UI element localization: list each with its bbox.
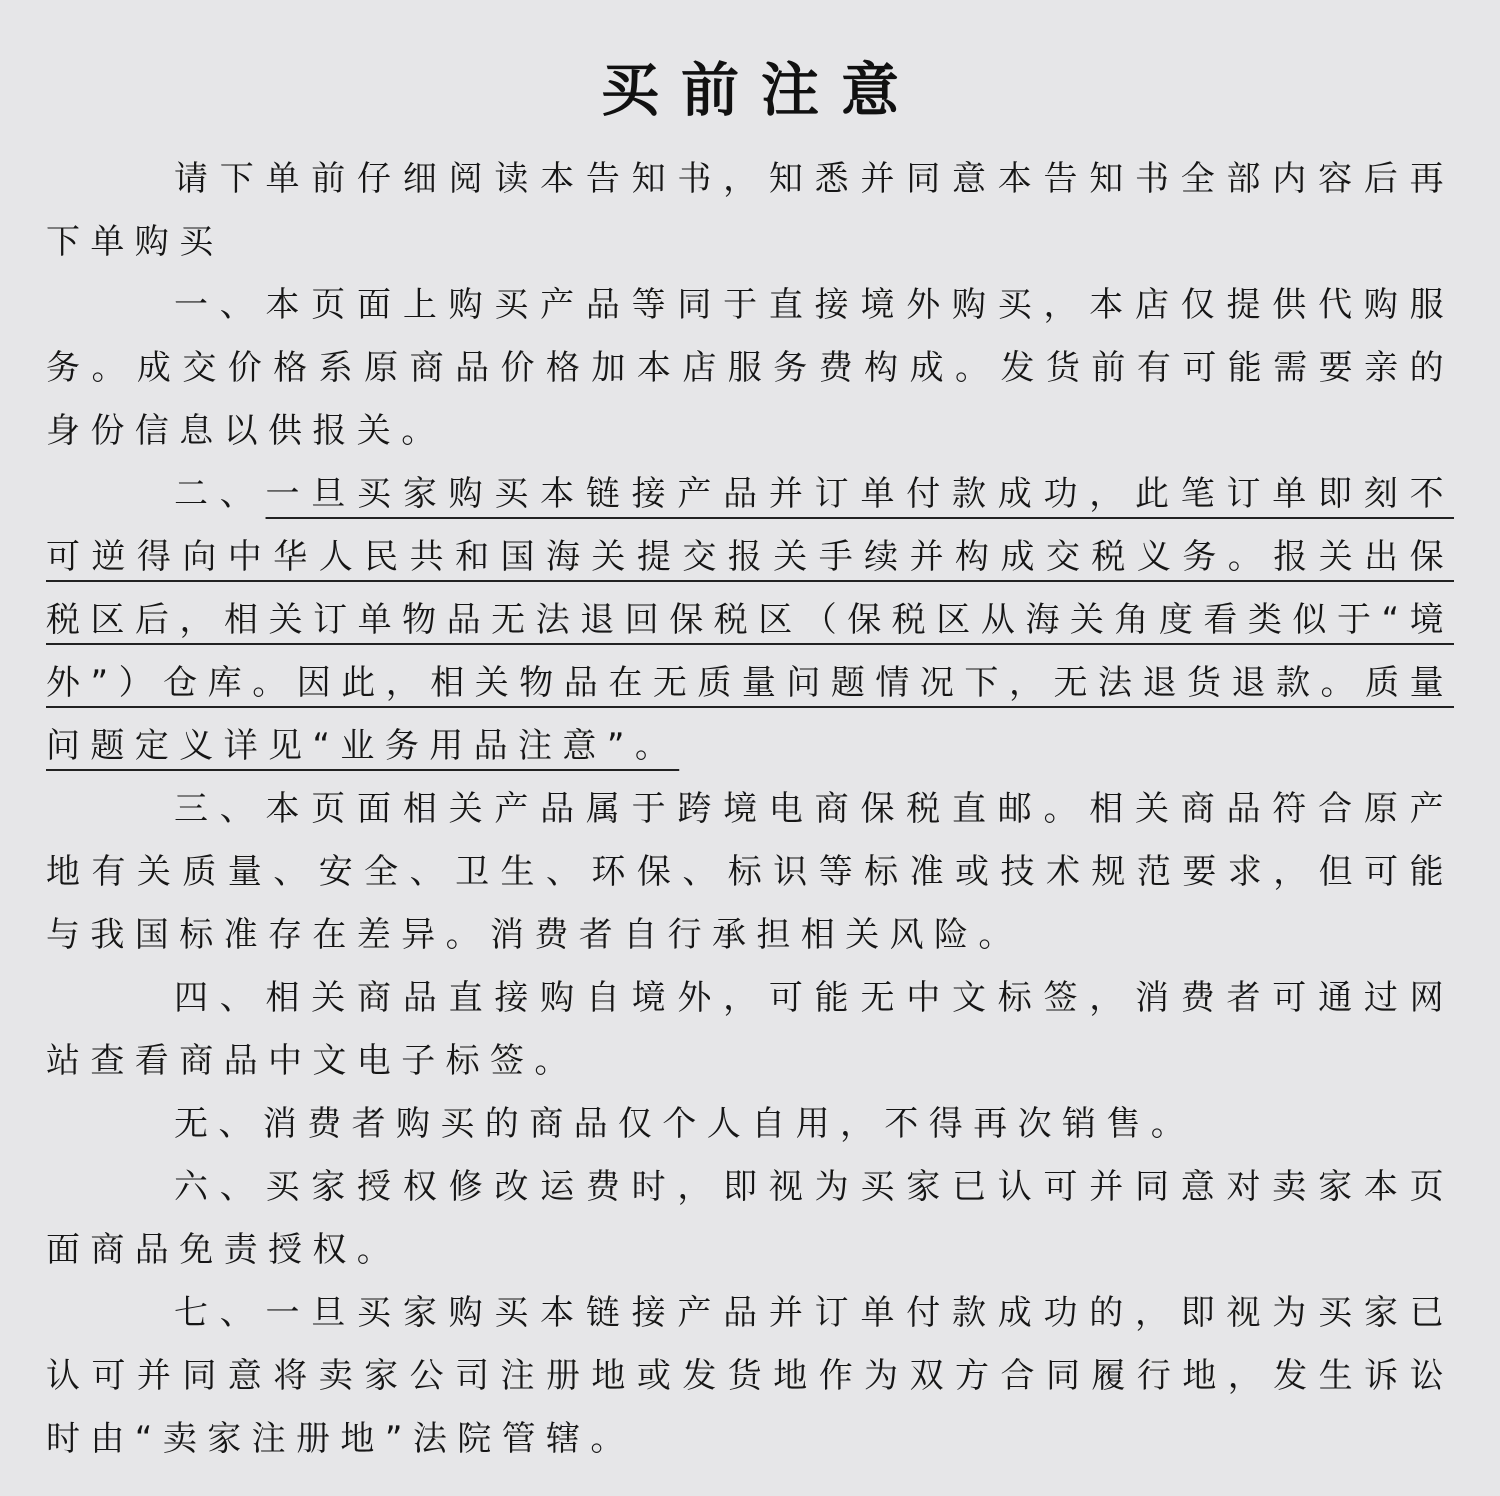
clause-2-prefix: 二、 xyxy=(174,474,266,514)
clause-1: 一、本页面上购买产品等同于直接境外购买，本店仅提供代购服务。成交价格系原商品价格加本店服务费构成。发货前有可能需要亲的身份信息以供报关。 xyxy=(46,285,1454,451)
clause-5: 无、消费者购买的商品仅个人自用，不得再次销售。 xyxy=(174,1104,1196,1144)
clause-2 xyxy=(46,463,1454,778)
clause-7: 七、一旦买家购买本链接产品并订单付款成功的，即视为买家已认可并同意将卖家公司注册地或发货地作为双方合同履行地，发生诉讼时由“卖家注册地”法院管辖。 xyxy=(46,1293,1454,1459)
page-title: 买前注意 xyxy=(600,56,921,124)
clause-4: 四、相关商品直接购自境外，可能无中文标签，消费者可通过网站查看商品中文电子标签。 xyxy=(46,978,1454,1081)
clause-3: 三、本页面相关产品属于跨境电商保税直邮。相关商品符合原产地有关质量、安全、卫生、环保、标识等标准或技术规范要求，但可能与我国标准存在差异。消费者自行承担相关风险。 xyxy=(46,789,1454,955)
intro-paragraph: 请下单前仔细阅读本告知书，知悉并同意本告知书全部内容后再下单购买 xyxy=(46,159,1454,262)
notice-body xyxy=(46,148,1454,1471)
clause-6: 六、买家授权修改运费时，即视为买家已认可并同意对卖家本页面商品免责授权。 xyxy=(46,1167,1454,1270)
clause-2-underlined-text: 一旦买家购买本链接产品并订单付款成功，此笔订单即刻不可逆得向中华人民共和国海关提交报关手续并构成交税义务。报关出保税区后，相关订单物品无法退回保税区（保税区从海关角度看类似于“境外”）仓库。因此，相关物品在无质量问题情况下，无法退货退款。质量问题定义详见“业务用品注意”。 xyxy=(46,474,1454,766)
